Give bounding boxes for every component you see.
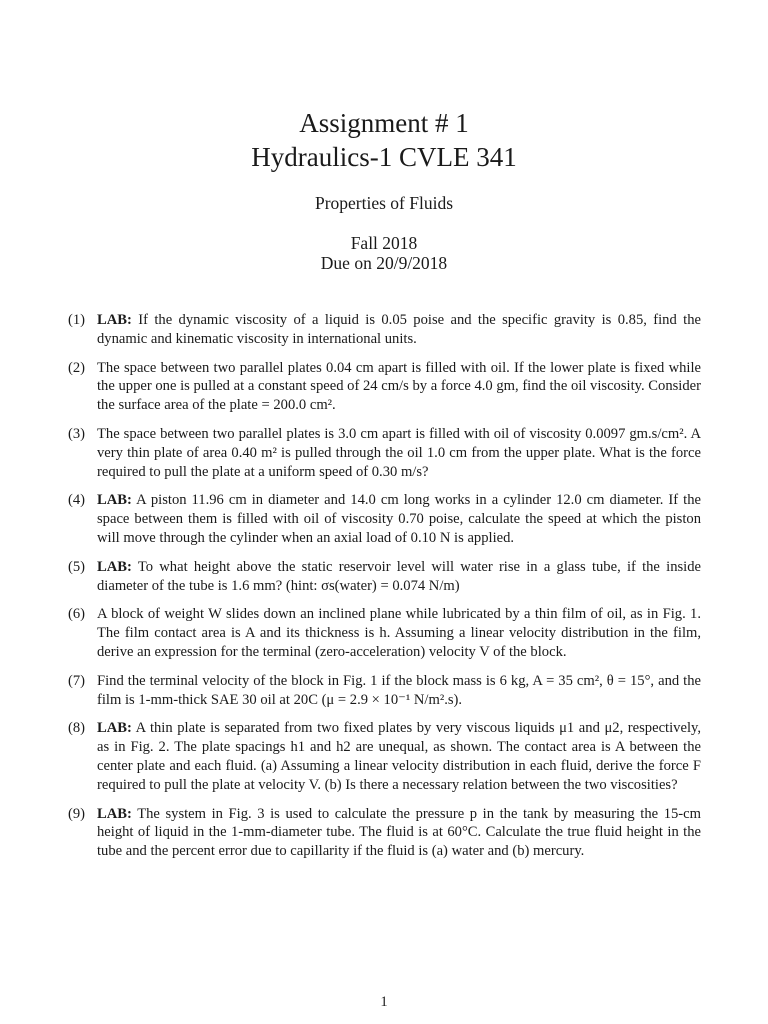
problem-text: A piston 11.96 cm in diameter and 14.0 cm long works in a cylinder 12.0 cm diameter. If the space between them is filled with oil of viscosity 0.70 poise, calculate the speed at which the piston will move through the cylinder when an axial load of 0.10 N is applied.: [97, 492, 701, 546]
problem-number: (4): [68, 492, 86, 509]
due-date-label: Due on 20/9/2018: [320, 253, 448, 273]
problem-text: A thin plate is separated from two fixed plates by very viscous liquids μ1 and μ2, respectively, as in Fig. 2. The plate spacings h1 and h2 are unequal, as shown. The contact area is A between the center plate and each fluid. (a) Assuming a linear velocity distribution in each fluid, derive the force F required to pull the plate at velocity V. (b) Is there a necessary relation between the two viscosities?: [97, 720, 701, 793]
problem-text: Find the terminal velocity of the block in Fig. 1 if the block mass is 6 kg, A = 35 cm², θ = 15°, and the film is 1-mm-thick SAE 30 oil at 20C (μ = 2.9 × 10⁻¹ N/m².s).: [97, 672, 701, 708]
page-number: 1: [380, 994, 388, 1010]
problem-item-7: [68, 672, 701, 710]
problem-item-8: [68, 719, 701, 794]
problem-list: [68, 311, 701, 871]
problem-number: (7): [68, 672, 86, 689]
problem-text: The space between two parallel plates 0.04 cm apart is filled with oil. If the lower plate is fixed while the upper one is pulled at a constant speed of 24 cm/s by a force 4.0 gm, find the oil viscosity. Consider the surface area of the plate = 200.0 cm².: [97, 359, 701, 414]
problem-number: (1): [68, 312, 86, 328]
lab-tag: LAB:: [97, 805, 132, 822]
problem-item-1: [68, 311, 701, 349]
problem-number: (2): [68, 359, 86, 376]
problem-text: The space between two parallel plates is 3.0 cm apart is filled with oil of viscosity 0.0097 gm.s/cm². A very thin plate of area 0.40 m² is pulled through the oil 1.0 cm from the upper plate. What is the force required to pull the plate at a uniform speed of 0.30 m/s?: [97, 425, 701, 480]
lab-tag: LAB:: [97, 312, 132, 328]
course-title: Hydraulics-1 CVLE 341: [251, 142, 517, 172]
topic-subtitle: Properties of Fluids: [314, 193, 454, 213]
problem-number: (6): [68, 606, 86, 623]
problem-item-3: [68, 425, 701, 481]
problem-text: The system in Fig. 3 is used to calculate the pressure p in the tank by measuring the 15-cm height of liquid in the 1-mm-diameter tube. The fluid is at 60°C. Calculate the true fluid height in the tube and the percent error due to capillarity if the fluid is (a) water and (b) mercury.: [97, 805, 701, 860]
problem-number: (9): [68, 805, 86, 822]
problem-item-9: [68, 805, 701, 861]
problem-text: If the dynamic viscosity of a liquid is 0.05 poise and the specific gravity is 0.85, find the dynamic and kinematic viscosity in international units.: [97, 312, 701, 347]
problem-text: To what height above the static reservoir level will water rise in a glass tube, if the inside diameter of the tube is 1.6 mm? (hint: σs(water) = 0.074 N/m): [97, 558, 701, 594]
lab-tag: LAB:: [97, 492, 132, 509]
problem-text: A block of weight W slides down an inclined plane while lubricated by a thin film of oil, as in Fig. 1. The film contact area is A and its thickness is h. Assuming a linear velocity distribution in the film, derive an expression for the terminal (zero-acceleration) velocity V of the block.: [97, 606, 701, 660]
problem-item-2: [68, 359, 701, 415]
problem-item-6: [68, 605, 701, 661]
problem-number: (3): [68, 425, 86, 442]
problem-number: (5): [68, 558, 86, 575]
problem-number: (8): [68, 720, 86, 737]
title-block: [0, 106, 768, 273]
lab-tag: LAB:: [97, 558, 132, 575]
problem-item-5: [68, 558, 701, 596]
term-label: Fall 2018: [350, 233, 418, 253]
lab-tag: LAB:: [97, 720, 132, 737]
assignment-title: Assignment # 1: [299, 108, 469, 138]
problem-item-4: [68, 491, 701, 547]
